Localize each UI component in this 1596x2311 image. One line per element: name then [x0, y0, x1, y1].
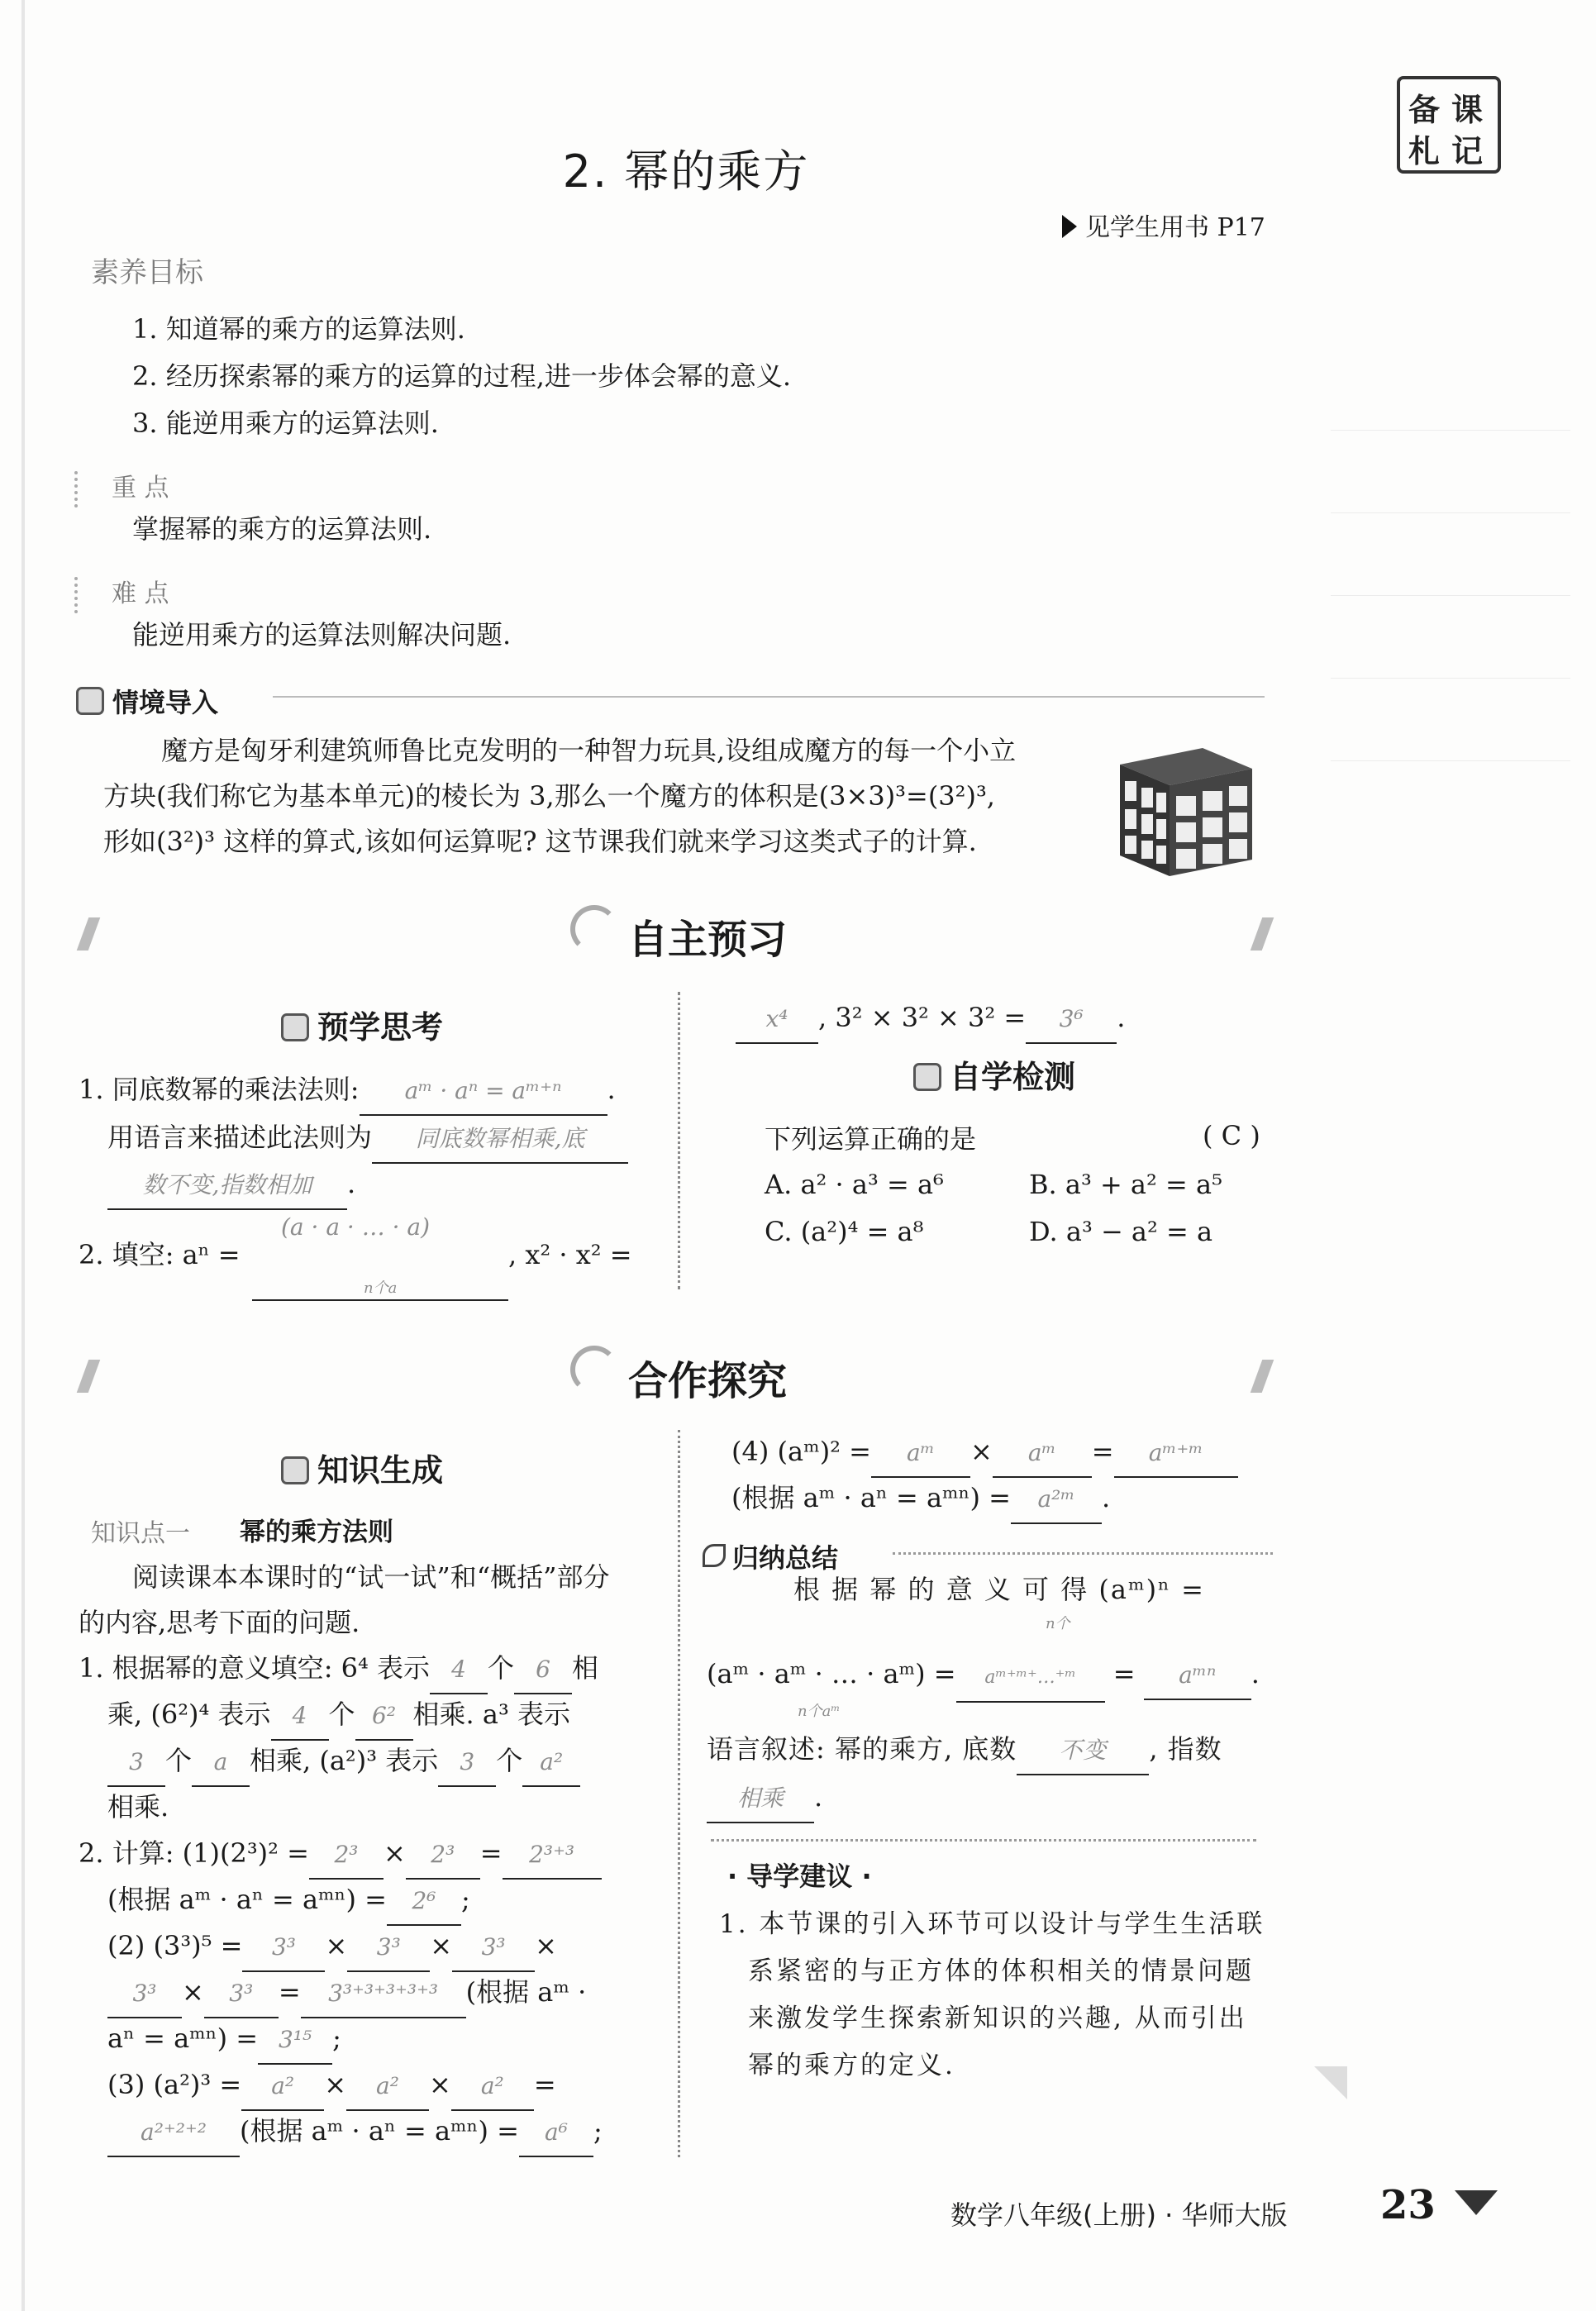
decor-slash — [77, 917, 101, 951]
pencil-icon — [703, 1544, 726, 1567]
page-number: 23 — [1380, 2182, 1436, 2228]
q2-calc-line: aⁿ = aᵐⁿ) = 3¹⁵ ; — [107, 2015, 341, 2065]
q2-calc-line: 2. 计算: (1)(2³)² = 2³ × 2³ = 2³⁺³ — [79, 1830, 602, 1880]
section-title-explore: 合作探究 — [628, 1358, 788, 1404]
answer-blank: a² — [522, 1739, 580, 1787]
section-title-preview: 自主预习 — [628, 917, 788, 963]
kp-title: 幂的乘方法则 — [240, 1518, 393, 1547]
dots-decoration — [74, 577, 83, 613]
guide-line: 1. 本节课的引入环节可以设计与学生生活联 — [719, 1909, 1265, 1939]
page-edge — [21, 0, 25, 2311]
summary-language: 语言叙述: 幂的乘方, 底数 不变 , 指数 — [707, 1726, 1222, 1775]
q4-line: (4) (aᵐ)² = aᵐ × aᵐ = aᵐ⁺ᵐ — [731, 1428, 1238, 1478]
answer-blank: a — [192, 1739, 250, 1787]
q2-calc-line: (根据 aᵐ · aⁿ = aᵐⁿ) = 2⁶ ; — [107, 1876, 470, 1926]
section-swoosh-icon — [570, 1346, 618, 1394]
arrow-right-icon — [1062, 215, 1077, 238]
mc-option: A. a² · a³ = a⁶ — [765, 1169, 944, 1200]
answer-blank: 3³ — [452, 1924, 535, 1972]
answer-blank: x⁴ — [736, 996, 818, 1044]
page-title: 2. 幂的乘方 — [562, 145, 810, 198]
q2-mid: , x² · x² = — [508, 1239, 632, 1270]
q2-calc-line: (3) (a²)³ = a² × a² × a² = — [107, 2061, 556, 2111]
subheading-prethink: 预学思考 — [281, 1002, 443, 1047]
scene-line: 形如(3²)³ 这样的算式,该如何运算呢? 这节课我们就来学习这类式子的计算. — [103, 826, 977, 857]
intro-line: 阅读课本本课时的“试一试”和“概括”部分 — [132, 1561, 610, 1593]
q1-line3: 数不变,指数相加 . — [107, 1160, 355, 1210]
summary-over-label: n个 — [1046, 1615, 1070, 1632]
answer-blank: 不变 — [1017, 1727, 1149, 1775]
summary-language-end: 相乘 . — [707, 1774, 822, 1823]
mc-option: C. (a²)⁴ = a⁸ — [765, 1216, 924, 1247]
q1-fill-line: 相乘. — [107, 1791, 169, 1823]
answer-blank: a²⁺²⁺² — [107, 2109, 240, 2157]
dots-decoration — [74, 471, 83, 507]
q1-fill-line: 乘, (6²)⁴ 表示 4 个 6² 相乘. a³ 表示 — [107, 1691, 570, 1741]
column-divider — [678, 1430, 680, 2157]
selfcheck-icon — [913, 1063, 941, 1091]
summary-bottom-divider — [711, 1839, 1256, 1842]
answer-blank: aᵐⁿ — [1144, 1652, 1251, 1700]
scene-icon — [76, 687, 104, 715]
corner-decoration — [1314, 2066, 1347, 2099]
key-point-label: 重 点 — [112, 474, 169, 503]
goals-label: 素养目标 — [91, 256, 203, 289]
answer-blank: 3³ — [107, 1970, 182, 2018]
answer-blank: 2³ — [406, 1832, 480, 1880]
goal-item: 3. 能逆用乘方的运算法则. — [132, 407, 439, 439]
q2-prefix: 2. 填空: aⁿ = — [79, 1239, 241, 1270]
subheading-selfcheck: 自学检测 — [913, 1051, 1075, 1097]
goal-item: 1. 知道幂的乘方的运算法则. — [132, 313, 465, 345]
answer-blank: aᵐ — [993, 1430, 1092, 1478]
summary-line: 根 据 幂 的 意 义 可 得 (aᵐ)ⁿ = — [793, 1574, 1205, 1605]
q4-line: (根据 aᵐ · aⁿ = aᵐⁿ) = a²ᵐ . — [731, 1475, 1110, 1524]
guide-line: 来激发学生探索新知识的兴趣, 从而引出 — [748, 2004, 1247, 2033]
answer-blank: 3 — [107, 1739, 165, 1787]
q2-under-label: n个a — [364, 1279, 398, 1297]
prethink-icon — [281, 1013, 309, 1041]
knowledge-icon — [281, 1456, 309, 1484]
see-reference: 见学生用书 P17 — [1062, 207, 1265, 243]
footer-book-title: 数学八年级(上册) · 华师大版 — [950, 2199, 1288, 2231]
summary-under-label: n个aᵐ — [798, 1703, 841, 1720]
answer-blank: 3⁶ — [1026, 996, 1117, 1044]
answer-blank: a² — [451, 2063, 534, 2111]
intro-line: 的内容,思考下面的问题. — [79, 1607, 360, 1638]
notes-stamp — [1397, 76, 1501, 174]
answer-blank: 3 — [438, 1739, 496, 1787]
answer-blank: 同底数幂相乘,底 — [372, 1116, 628, 1164]
decor-slash — [1251, 917, 1274, 951]
answer-blank: a² — [241, 2063, 324, 2111]
decor-slash — [1251, 1360, 1274, 1393]
answer-blank: aᵐ⁺ᵐ⁺…⁺ᵐ — [956, 1655, 1105, 1703]
answer-blank: 2³⁺³ — [503, 1832, 602, 1880]
answer-blank: 2⁶ — [387, 1878, 461, 1926]
scene-line: 魔方是匈牙利建筑师鲁比克发明的一种智力玩具,设组成魔方的每一个小立 — [161, 735, 1017, 766]
answer-blank: 相乘 — [707, 1775, 814, 1823]
guide-line: 幂的乘方的定义. — [748, 2051, 955, 2080]
subheading-knowledge: 知识生成 — [281, 1445, 443, 1490]
hard-point-text: 能逆用乘方的运算法则解决问题. — [132, 619, 512, 650]
answer-line — [252, 1299, 508, 1301]
mc-option: D. a³ − a² = a — [1029, 1216, 1213, 1247]
answer-blank: 数不变,指数相加 — [107, 1162, 347, 1210]
answer-blank: 4 — [271, 1693, 329, 1741]
scene-divider — [273, 696, 1265, 698]
column-divider — [678, 992, 680, 1289]
answer-blank: 2³ — [309, 1832, 384, 1880]
q2-answer: (a · a · … · a) — [281, 1213, 431, 1241]
answer-blank: 6² — [355, 1693, 413, 1741]
hard-point-label: 难 点 — [112, 579, 169, 608]
q1-line: 1. 同底数幂的乘法法则: aᵐ · aⁿ = aᵐ⁺ⁿ . — [79, 1066, 616, 1116]
q2-calc-line: (2) (3³)⁵ = 3³ × 3³ × 3³ × — [107, 1923, 557, 1972]
summary-heading: 归纳总结 — [703, 1537, 838, 1575]
mc-answer: ( C ) — [1203, 1120, 1260, 1151]
rubiks-cube-image — [1112, 723, 1260, 880]
answer-blank: 3¹⁵ — [258, 2017, 332, 2065]
stamp-char-2: 课 — [1451, 92, 1484, 128]
goal-item: 2. 经历探索幂的乘方的运算的过程,进一步体会幂的意义. — [132, 360, 792, 392]
guide-heading: · 导学建议 · — [727, 1861, 872, 1892]
answer-blank: 3³⁺³⁺³⁺³⁺³ — [301, 1970, 466, 2018]
answer-blank: aᵐ⁺ᵐ — [1114, 1430, 1238, 1478]
section-swoosh-icon — [570, 905, 618, 953]
stamp-char-4: 记 — [1451, 133, 1484, 169]
top-answers: x⁴ , 3² × 3² × 3² = 3⁶ . — [736, 994, 1125, 1044]
answer-blank: 6 — [514, 1646, 572, 1694]
answer-blank: a⁶ — [519, 2109, 593, 2157]
q1-fill-line: 3 个 a 相乘, (a²)³ 表示 3 个 a² — [107, 1737, 580, 1787]
page-corner-arrow-icon — [1455, 2190, 1498, 2215]
answer-blank: aᵐ — [871, 1430, 970, 1478]
q2-calc-line: 3³ × 3³ = 3³⁺³⁺³⁺³⁺³ (根据 aᵐ · — [107, 1969, 586, 2018]
summary-formula: (aᵐ · aᵐ · … · aᵐ) = aᵐ⁺ᵐ⁺…⁺ᵐ = aᵐⁿ . — [707, 1651, 1260, 1703]
q1-line2: 用语言来描述此法则为 同底数幂相乘,底 — [107, 1114, 628, 1164]
answer-blank: 3³ — [204, 1970, 279, 2018]
scene-heading: 情境导入 — [76, 682, 218, 720]
answer-blank: a²ᵐ — [1011, 1476, 1102, 1524]
key-point-text: 掌握幂的乘方的运算法则. — [132, 513, 432, 545]
answer-blank: aᵐ · aⁿ = aᵐ⁺ⁿ — [360, 1068, 607, 1116]
answer-blank: 4 — [430, 1646, 488, 1694]
answer-blank: a² — [346, 2063, 429, 2111]
q2-calc-line: a²⁺²⁺² (根据 aᵐ · aⁿ = aᵐⁿ) = a⁶ ; — [107, 2108, 603, 2157]
guide-line: 系紧密的与正方体的体积相关的情景问题 — [748, 1956, 1254, 1986]
summary-divider — [893, 1552, 1273, 1555]
mc-option: B. a³ + a² = a⁵ — [1029, 1169, 1222, 1200]
answer-blank: 3³ — [242, 1924, 325, 1972]
decor-slash — [77, 1360, 101, 1393]
stamp-char-3: 札 — [1408, 133, 1441, 169]
scene-line: 方块(我们称它为基本单元)的棱长为 3,那么一个魔方的体积是(3×3)³=(3²)³, — [103, 780, 995, 812]
q1-fill-line: 1. 根据幂的意义填空: 6⁴ 表示 4 个 6 相 — [79, 1645, 598, 1694]
answer-blank: 3³ — [347, 1924, 430, 1972]
kp-label: 知识点一 — [91, 1519, 190, 1548]
mc-question: 下列运算正确的是 — [765, 1123, 977, 1155]
stamp-char-1: 备 — [1408, 92, 1441, 128]
